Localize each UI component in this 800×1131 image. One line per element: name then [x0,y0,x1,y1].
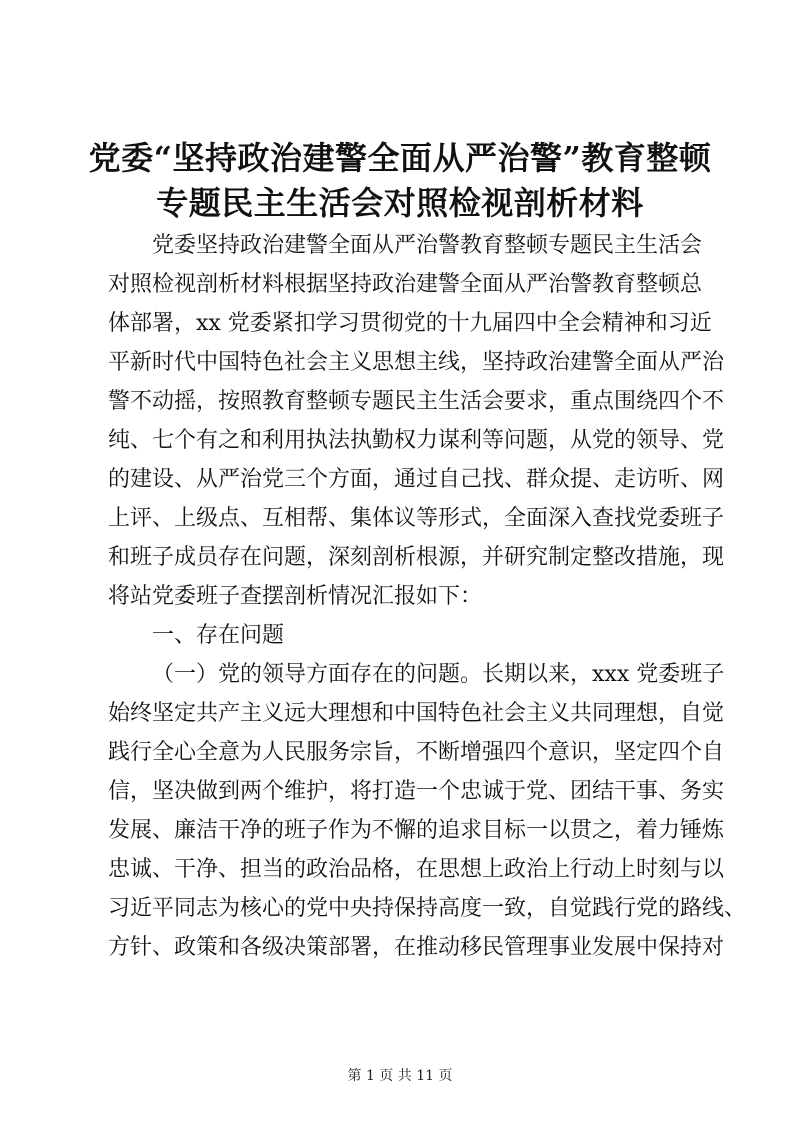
page-number-footer: 第 1 页 共 11 页 [347,1068,453,1084]
body-text-line: 对照检视剖析材料根据坚持政治建警全面从严治警教育整顿总 [108,272,703,297]
section-heading: 一、存在问题 [152,623,285,648]
body-text-line: 信，坚决做到两个维护，将打造一个忠诚于党、团结干事、务实 [108,779,725,804]
document-title-line-2: 专题民主生活会对照检视剖析材料 [156,184,644,222]
body-text-line: 践行全心全意为人民服务宗旨，不断增强四个意识，坚定四个自 [108,740,725,765]
body-text-line: 忠诚、干净、担当的政治品格，在思想上政治上行动上时刻与以 [108,857,725,882]
body-text-line: 的建设、从严治党三个方面，通过自己找、群众提、走访听、网 [108,467,725,492]
body-text-line: 警不动摇，按照教育整顿专题民主生活会要求，重点围绕四个不 [108,389,725,414]
body-text-line: 将站党委班子查摆剖析情况汇报如下： [108,584,483,609]
body-text-line: 平新时代中国特色社会主义思想主线，坚持政治建警全面从严治 [108,350,725,375]
body-text-line: 和班子成员存在问题，深刻剖析根源，并研究制定整改措施，现 [108,545,725,570]
document-title-line-1: 党委“坚持政治建警全面从严治警”教育整顿 [88,139,712,177]
body-text-line: 方针、政策和各级决策部署，在推动移民管理事业发展中保持对 [108,935,725,960]
body-text-line: 纯、七个有之和利用执法执勤权力谋利等问题，从党的领导、党 [108,428,725,453]
body-text-line: 上评、上级点、互相帮、集体议等形式，全面深入查找党委班子 [108,506,725,531]
body-text-line: 习近平同志为核心的党中央持保持高度一致，自觉践行党的路线、 [108,896,747,921]
body-text-line: 体部署，xx 党委紧扣学习贯彻党的十九届四中全会精神和习近 [108,311,712,336]
body-text-line: 始终坚定共产主义远大理想和中国特色社会主义共同理想，自觉 [108,701,725,726]
body-text-line: 党委坚持政治建警全面从严治警教育整顿专题民主生活会 [152,233,703,258]
body-text-line: 发展、廉洁干净的班子作为不懈的追求目标一以贯之，着力锤炼 [108,818,725,843]
body-text-line: （一）党的领导方面存在的问题。长期以来，xxx 党委班子 [152,662,725,687]
